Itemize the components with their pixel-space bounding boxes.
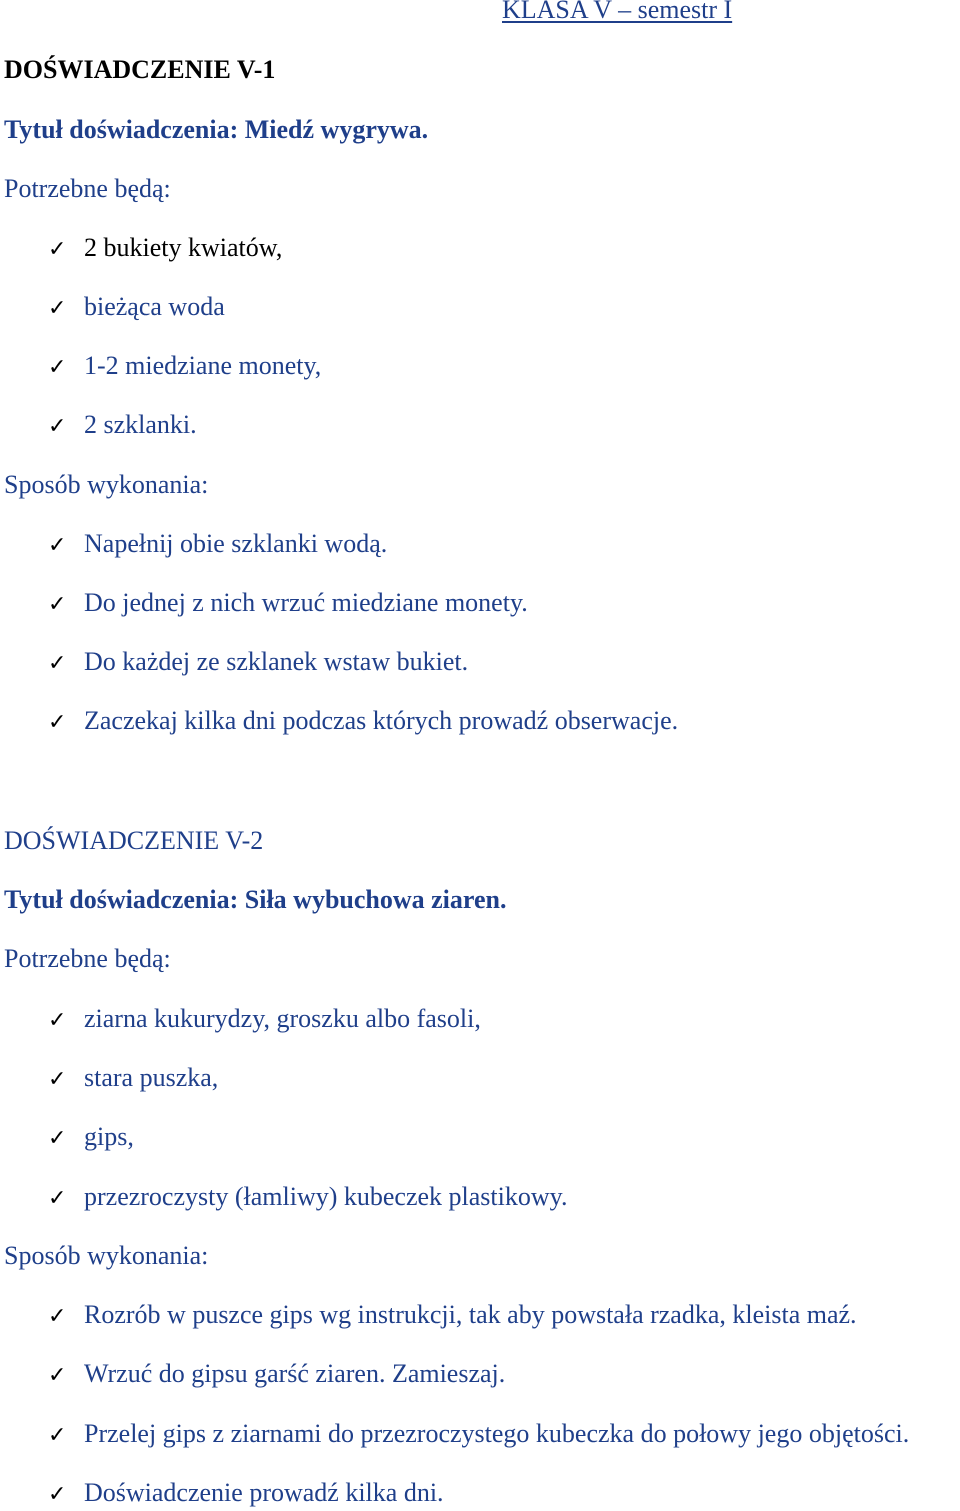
check-icon: ✓ bbox=[48, 1186, 67, 1211]
experiment1-need-item: ✓ 2 bukiety kwiatów, bbox=[48, 232, 282, 266]
experiment2-step-item: ✓ Rozrób w puszce gips wg instrukcji, tak aby powstała rzadka, kleista maź. bbox=[48, 1299, 857, 1333]
experiment1-need-item: ✓ 2 szklanki. bbox=[48, 409, 197, 443]
check-icon: ✓ bbox=[48, 1126, 67, 1151]
experiment1-need-item: ✓ bieżąca woda bbox=[48, 291, 225, 325]
check-icon: ✓ bbox=[48, 592, 67, 617]
experiment2-need-item: ✓ przezroczysty (łamliwy) kubeczek plastikowy. bbox=[48, 1181, 567, 1215]
experiment2-title: Tytuł doświadczenia: Siła wybuchowa ziaren. bbox=[4, 885, 507, 914]
experiment2-need-item: ✓ stara puszka, bbox=[48, 1062, 218, 1096]
experiment2-need-item: ✓ gips, bbox=[48, 1121, 134, 1155]
experiment1-heading: DOŚWIADCZENIE V-1 bbox=[4, 55, 276, 84]
experiment1-step-item: ✓ Do jednej z nich wrzuć miedziane monety. bbox=[48, 587, 528, 621]
class-semester-header: KLASA V – semestr I bbox=[502, 0, 733, 24]
check-icon: ✓ bbox=[48, 1304, 67, 1329]
experiment1-step-item: ✓ Do każdej ze szklanek wstaw bukiet. bbox=[48, 646, 468, 680]
check-icon: ✓ bbox=[48, 651, 67, 676]
check-icon: ✓ bbox=[48, 1363, 67, 1388]
check-icon: ✓ bbox=[48, 1482, 67, 1507]
check-icon: ✓ bbox=[48, 237, 67, 262]
check-icon: ✓ bbox=[48, 296, 67, 321]
experiment2-method-label: Sposób wykonania: bbox=[4, 1241, 209, 1270]
experiment2-heading: DOŚWIADCZENIE V-2 bbox=[4, 826, 264, 855]
check-icon: ✓ bbox=[48, 414, 67, 439]
experiment2-step-item: ✓ Przelej gips z ziarnami do przezroczystego kubeczka do połowy jego objętości. bbox=[48, 1418, 909, 1452]
experiment2-step-item: ✓ Doświadczenie prowadź kilka dni. bbox=[48, 1477, 444, 1511]
check-icon: ✓ bbox=[48, 1423, 67, 1448]
experiment1-step-item: ✓ Napełnij obie szklanki wodą. bbox=[48, 528, 387, 562]
experiment1-needs-label: Potrzebne będą: bbox=[4, 174, 171, 203]
check-icon: ✓ bbox=[48, 710, 67, 735]
experiment2-needs-label: Potrzebne będą: bbox=[4, 944, 171, 973]
check-icon: ✓ bbox=[48, 1067, 67, 1092]
experiment1-method-label: Sposób wykonania: bbox=[4, 470, 209, 499]
experiment1-title: Tytuł doświadczenia: Miedź wygrywa. bbox=[4, 115, 429, 144]
check-icon: ✓ bbox=[48, 533, 67, 558]
check-icon: ✓ bbox=[48, 355, 67, 380]
experiment2-need-item: ✓ ziarna kukurydzy, groszku albo fasoli, bbox=[48, 1003, 481, 1037]
experiment1-need-item: ✓ 1-2 miedziane monety, bbox=[48, 350, 321, 384]
check-icon: ✓ bbox=[48, 1008, 67, 1033]
experiment1-step-item: ✓ Zaczekaj kilka dni podczas których prowadź obserwacje. bbox=[48, 705, 678, 739]
experiment2-step-item: ✓ Wrzuć do gipsu garść ziaren. Zamieszaj. bbox=[48, 1358, 505, 1392]
